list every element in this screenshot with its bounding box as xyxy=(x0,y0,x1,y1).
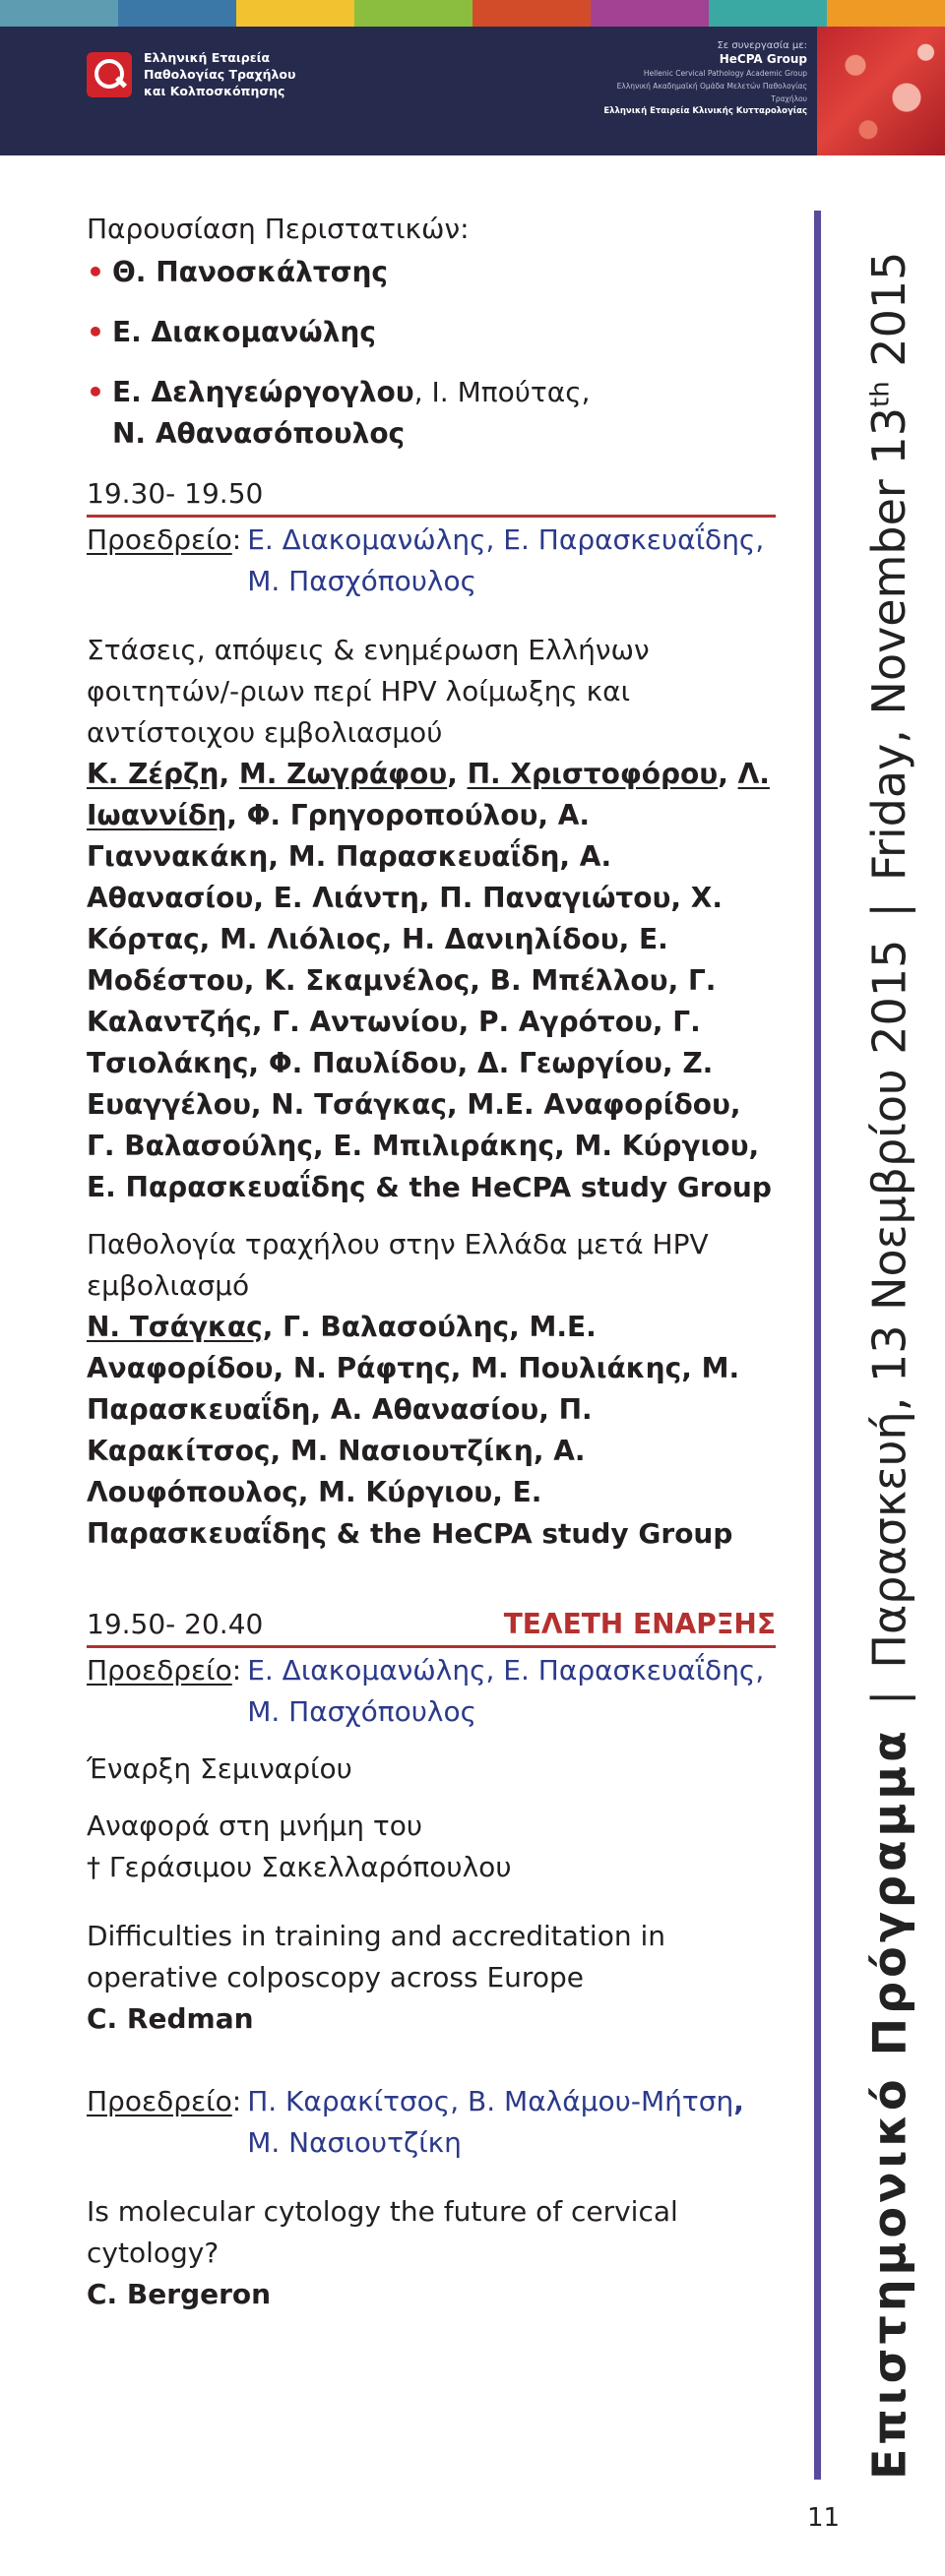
memorial-name: Γεράσιμου Σακελλαρόπουλου xyxy=(108,1851,512,1883)
memorial-line: Αναφορά στη μνήμη του xyxy=(87,1809,423,1842)
chair-names xyxy=(241,1650,764,1733)
chair-label xyxy=(87,520,241,602)
header-banner xyxy=(0,0,945,155)
talk-title: Παθολογία τραχήλου στην Ελλάδα μετά HPV εμβολιασμό xyxy=(87,1228,709,1302)
author-separator: , xyxy=(447,758,468,790)
chair-label-text: Προεδρείο xyxy=(87,523,232,556)
list-item: • Ε. Διακομανώλης xyxy=(87,312,776,353)
society-name-line: και Κολποσκόπησης xyxy=(144,84,285,98)
partner-intro: Σε συνεργασία με: xyxy=(717,40,807,51)
session-chairs xyxy=(87,2081,776,2164)
title-separator: | xyxy=(862,1689,916,1706)
chair-names-line: Ε. Διακομανώλης, Ε. Παρασκευαΐδης, xyxy=(247,1654,765,1687)
partner-line: Ελληνική Ακαδημαϊκή Ομάδα Μελετών Παθολογίας Τραχήλου xyxy=(616,82,807,103)
talk-authors xyxy=(87,1307,776,1555)
society-name xyxy=(144,49,295,99)
author-name: Μ. Ζωγράφου xyxy=(238,758,448,790)
author-list-rest: , Γ. Βαλασούλης, Μ.Ε. Αναφορίδου, Ν. Ράφτης, Μ. Πουλιάκης, Μ. Παρασκευαΐδη, Α. Αθανασίου, Π. Καρακίτσος, Μ. Νασιουτζίκη, Α. Λουφόπουλος, Μ. Κύργιου, Ε. Παρασκευαΐδης & the HeCPA study Group xyxy=(87,1311,740,1550)
magnifier-logo-icon xyxy=(87,52,132,97)
side-title-text xyxy=(847,216,923,2480)
chair-comma: , xyxy=(733,2085,744,2117)
author-separator: , xyxy=(718,758,728,790)
partner-line: Hellenic Cervical Pathology Academic Group xyxy=(643,69,807,78)
author-name: Ν. Τσάγκας xyxy=(87,1311,263,1343)
talk-title: Difficulties in training and accreditation in operative colposcopy across Europe xyxy=(87,1920,665,1993)
session-label: ΤΕΛΕΤΗ ΕΝΑΡΞΗΣ xyxy=(503,1608,776,1640)
date-english-year: 2015 xyxy=(862,251,916,382)
list-item: • Θ. Πανοσκάλτσης xyxy=(87,252,776,293)
session-time: 19.50- 20.40 xyxy=(87,1608,264,1640)
date-english-main: Friday, November 13 xyxy=(862,407,916,882)
memorial-line xyxy=(87,1847,776,1888)
session-time: 19.30- 19.50 xyxy=(87,477,264,510)
partner-line: Ελληνική Εταιρεία Κλινικής Κυτταρολογίας xyxy=(603,106,807,116)
date-english-suffix: th xyxy=(866,381,896,407)
chair-colon: : xyxy=(231,1654,242,1687)
chair-names xyxy=(241,2081,744,2164)
side-title xyxy=(847,216,915,2480)
chair-label xyxy=(87,2081,241,2164)
session-chairs xyxy=(87,1650,776,1733)
presenter-name: Ε. Δεληγεώργογλου xyxy=(112,376,414,408)
author-name: Λ. Ιωαννίδη xyxy=(87,758,770,831)
author-name: Π. Χριστοφόρου xyxy=(467,758,719,790)
society-name-line: Ελληνική Εταιρεία xyxy=(144,50,271,65)
talk-author: C. Bergeron xyxy=(87,2278,272,2310)
chair-names-line: Μ. Πασχόπουλος xyxy=(247,1695,477,1728)
side-divider xyxy=(814,211,821,2480)
talk-title: Is molecular cytology the future of cervical cytology? xyxy=(87,2195,678,2269)
chair-names-line: Ε. Διακομανώλης, Ε. Παρασκευαΐδης, xyxy=(247,523,765,556)
dagger-icon: † xyxy=(87,1851,100,1883)
memorial-item xyxy=(87,1806,776,1888)
talk-author: C. Redman xyxy=(87,2002,254,2035)
opening-item: Έναρξη Σεμιναρίου xyxy=(87,1752,352,1785)
chair-label xyxy=(87,1650,241,1733)
list-item xyxy=(87,372,776,455)
cytology-photo-icon xyxy=(817,27,945,155)
chair-colon: : xyxy=(231,523,242,556)
page-number: 11 xyxy=(807,2503,841,2533)
society-name-line: Παθολογίας Τραχήλου xyxy=(144,67,296,82)
talk-authors xyxy=(87,754,776,1208)
author-separator: , xyxy=(219,758,239,790)
author-name: Κ. Ζέρζη xyxy=(87,758,220,790)
date-english xyxy=(862,252,915,882)
session-time-row xyxy=(87,1604,776,1648)
author-list-rest: , Φ. Γρηγοροπούλου, Α. Γιαννακάκη, Μ. Παρασκευαΐδη, Α. Αθανασίου, Ε. Λιάντη, Π. Παναγιώτου, Χ. Κόρτας, Μ. Λιόλιος, Η. Δανιηλίδου, Ε. Μοδέστου, Κ. Σκαμνέλος, Β. Μπέλλου, Γ. Καλαντζής, Γ. Αντωνίου, Ρ. Αγρότου, Γ. Τσιολάκης, Φ. Παυλίδου, Δ. Γεωργίου, Ζ. Ευαγγέλου, Ν. Τσάγκας, Μ.Ε. Αναφορίδου, Γ. Βαλασούλης, Ε. Μπιλιράκης, Μ. Κύργιου, Ε. Παρασκευαΐδης & the HeCPA study Group xyxy=(87,799,772,1203)
chair-names-line: Μ. Νασιουτζίκη xyxy=(247,2126,462,2159)
program-title: Επιστημονικό Πρόγραμμα xyxy=(862,1727,916,2480)
presenter-name: Ν. Αθανασόπουλος xyxy=(112,417,406,450)
chair-names xyxy=(241,520,764,602)
date-greek: Παρασκευή, 13 Νοεμβρίου 2015 xyxy=(862,939,916,1669)
session-chairs xyxy=(87,520,776,602)
session-time-row xyxy=(87,473,776,518)
partner-block xyxy=(600,39,807,118)
society-logo xyxy=(87,49,295,99)
title-separator: | xyxy=(862,902,916,918)
color-strip xyxy=(0,0,945,27)
chair-label-text: Προεδρείο xyxy=(87,1654,232,1687)
chair-names-line: Π. Καρακίτσος, Β. Μαλάμου-Μήτση xyxy=(247,2085,734,2117)
case-presentations-heading: Παρουσίαση Περιστατικών: xyxy=(87,213,470,245)
chair-colon: : xyxy=(231,2085,242,2117)
program-content xyxy=(87,209,776,2315)
chair-label-text: Προεδρείο xyxy=(87,2085,232,2117)
case-presenters-list xyxy=(87,252,776,455)
partner-name: HeCPA Group xyxy=(719,52,807,66)
presenter-name: , Ι. Μπούτας, xyxy=(413,376,591,408)
chair-names-line: Μ. Πασχόπουλος xyxy=(247,565,477,597)
talk-title: Στάσεις, απόψεις & ενημέρωση Ελλήνων φοιτητών/-ριων περί HPV λοίμωξης και αντίστοιχου εμβολιασμού xyxy=(87,634,650,749)
